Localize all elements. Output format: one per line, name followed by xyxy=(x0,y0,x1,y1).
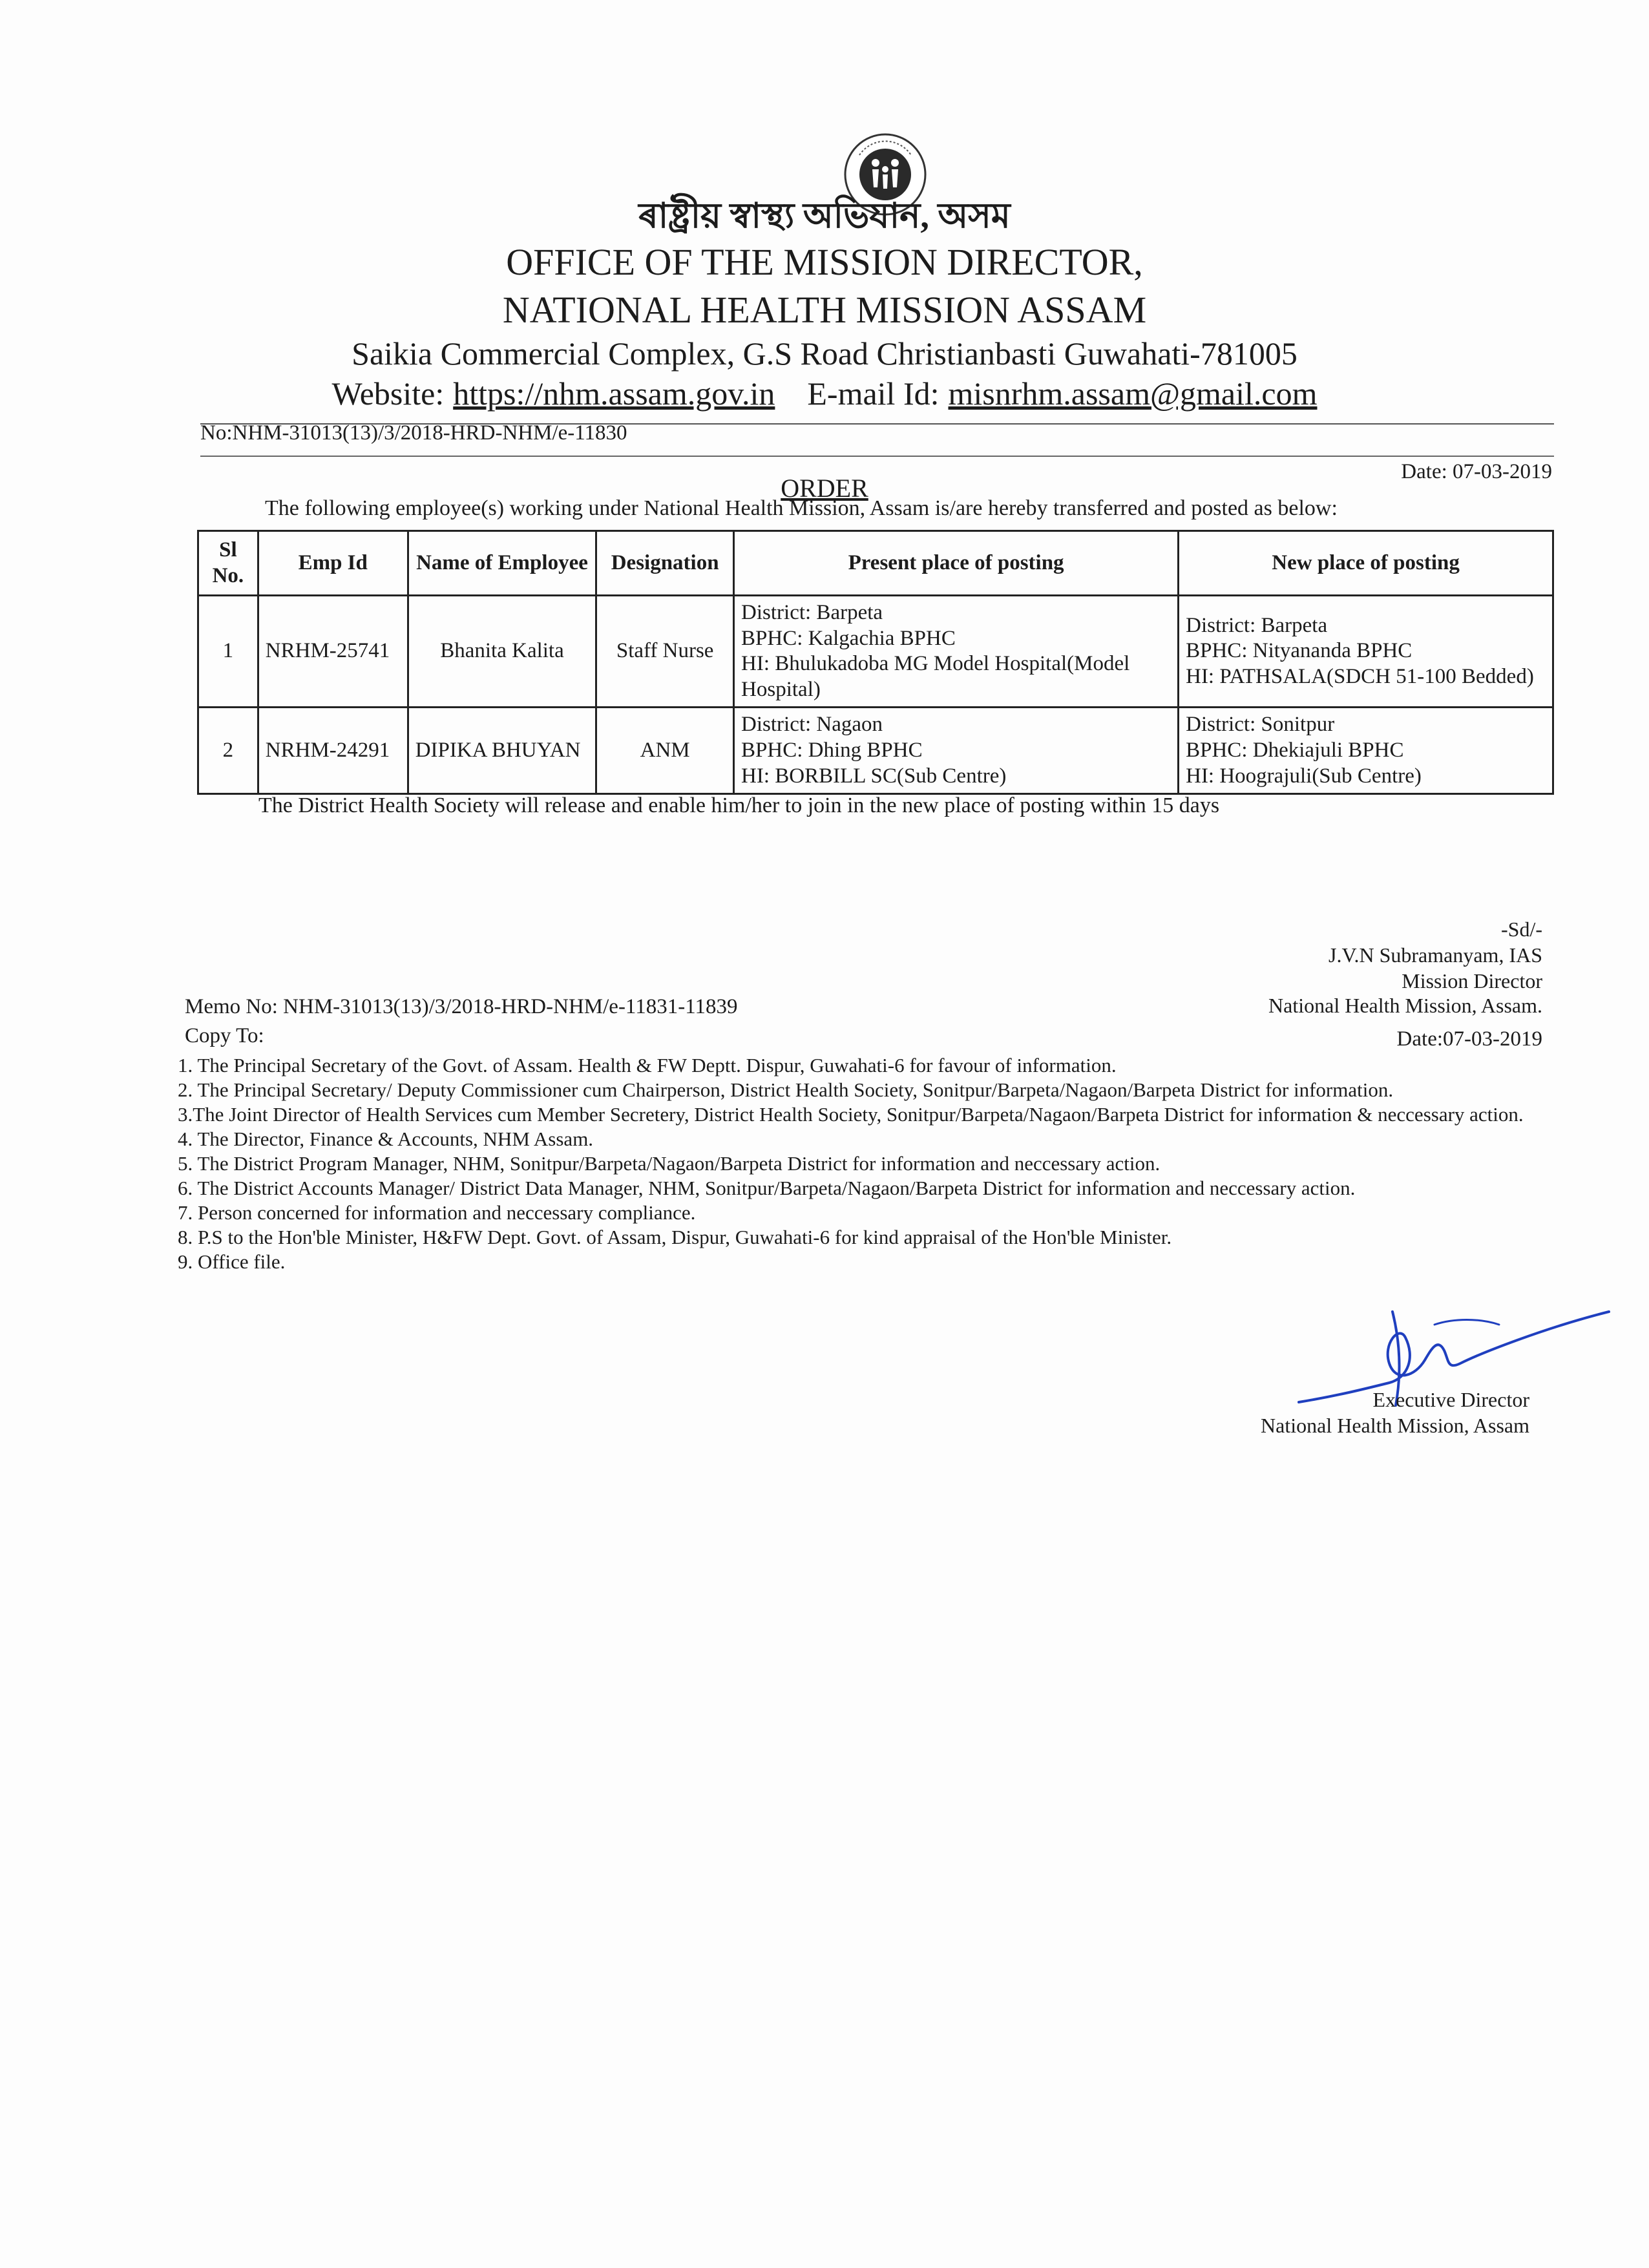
present-district: District: Barpeta xyxy=(741,601,883,624)
new-posting-cell xyxy=(1179,708,1553,794)
employee-name-cell: Bhanita Kalita xyxy=(408,596,596,708)
organization-heading: NATIONAL HEALTH MISSION ASSAM xyxy=(502,289,1147,331)
list-item: 4. The Director, Finance & Accounts, NHM Assam. xyxy=(178,1128,594,1150)
list-item: 5. The District Program Manager, NHM, Sonitpur/Barpeta/Nagaon/Barpeta District for information and neccessary action. xyxy=(178,1152,1161,1175)
list-item: 9. Office file. xyxy=(178,1250,286,1273)
copy-to-label: Copy To: xyxy=(185,1024,264,1047)
signatory-organization: National Health Mission, Assam. xyxy=(1268,994,1542,1017)
column-header: Emp Id xyxy=(258,531,408,596)
column-header: Present place of posting xyxy=(734,531,1179,596)
new-bphc: BPHC: Dhekiajuli BPHC xyxy=(1186,738,1404,762)
present-hi: HI: BORBILL SC(Sub Centre) xyxy=(741,764,1007,788)
transfer-table xyxy=(197,530,1554,795)
column-header: Designation xyxy=(596,531,734,596)
list-item: 8. P.S to the Hon'ble Minister, H&FW Dept. Govt. of Assam, Dispur, Guwahati-6 for kind appraisal of the Hon'ble Minister. xyxy=(178,1226,1172,1248)
email-label: E-mail Id: xyxy=(807,375,940,412)
executive-organization: National Health Mission, Assam xyxy=(1261,1414,1529,1437)
present-bphc: BPHC: Kalgachia BPHC xyxy=(741,626,956,650)
copy-list xyxy=(178,1053,1567,1274)
employee-name-cell: DIPIKA BHUYAN xyxy=(408,708,596,794)
bengali-title: ৰাষ্ট্ৰীয় স্বাস্থ্য অভিযান, অসম xyxy=(638,196,1011,235)
column-header: New place of posting xyxy=(1179,531,1553,596)
order-title: ORDER xyxy=(781,474,868,503)
email-link[interactable]: misnrhm.assam@gmail.com xyxy=(948,375,1318,412)
office-heading: OFFICE OF THE MISSION DIRECTOR, xyxy=(506,241,1143,283)
order-reference: No:NHM-31013(13)/3/2018-HRD-NHM/e-11830 xyxy=(200,421,627,445)
sl-no-cell: 2 xyxy=(198,708,258,794)
sl-no-cell: 1 xyxy=(198,596,258,708)
column-header: Sl No. xyxy=(198,531,258,596)
office-address: Saikia Commercial Complex, G.S Road Christianbasti Guwahati-781005 xyxy=(352,335,1297,372)
list-item: 1. The Principal Secretary of the Govt. of Assam. Health & FW Deptt. Dispur, Guwahati-6 for favour of information. xyxy=(178,1054,1117,1076)
table-row xyxy=(198,596,1553,708)
table-header-row xyxy=(198,531,1553,596)
present-posting-cell xyxy=(734,708,1179,794)
designation-cell: Staff Nurse xyxy=(596,596,734,708)
new-hi: HI: PATHSALA(SDCH 51-100 Bedded) xyxy=(1186,664,1534,688)
list-item: 7. Person concerned for information and neccessary compliance. xyxy=(178,1201,696,1224)
order-intro: The following employee(s) working under National Health Mission, Assam is/are hereby transferred and posted as below: xyxy=(265,496,1338,520)
website-label: Website: xyxy=(331,375,445,412)
new-district: District: Sonitpur xyxy=(1186,713,1335,737)
list-item: 6. The District Accounts Manager/ District Data Manager, NHM, Sonitpur/Barpeta/Nagaon/Barpeta District for information and neccessary action. xyxy=(178,1177,1356,1199)
memo-number: Memo No: NHM-31013(13)/3/2018-HRD-NHM/e-11831-11839 xyxy=(185,995,738,1018)
release-note: The District Health Society will release and enable him/her to join in the new place of posting within 15 days xyxy=(258,793,1220,817)
new-bphc: BPHC: Nityananda BPHC xyxy=(1186,639,1413,663)
reference-divider xyxy=(200,456,1554,457)
new-hi: HI: Hoograjuli(Sub Centre) xyxy=(1186,764,1422,788)
sd-mark: -Sd/- xyxy=(1501,918,1542,941)
new-posting-cell xyxy=(1179,596,1553,708)
present-bphc: BPHC: Dhing BPHC xyxy=(741,738,923,762)
list-item: 3.The Joint Director of Health Services cum Member Secretery, District Health Society, Sonitpur/Barpeta/Nagaon/Barpeta District for information & neccessary action. xyxy=(178,1103,1524,1126)
contact-line xyxy=(0,375,1649,412)
signatory-name: J.V.N Subramanyam, IAS xyxy=(1329,943,1542,967)
emp-id-cell: NRHM-24291 xyxy=(258,708,408,794)
list-item: 2. The Principal Secretary/ Deputy Commissioner cum Chairperson, District Health Society, Sonitpur/Barpeta/Nagaon/Barpeta District for information. xyxy=(178,1078,1394,1101)
designation-cell: ANM xyxy=(596,708,734,794)
memo-date: Date:07-03-2019 xyxy=(1396,1027,1542,1051)
present-hi: HI: Bhulukadoba MG Model Hospital(Model Hospital) xyxy=(741,652,1130,701)
order-date: Date: 07-03-2019 xyxy=(1401,460,1552,483)
column-header: Name of Employee xyxy=(408,531,596,596)
present-posting-cell xyxy=(734,596,1179,708)
emp-id-cell: NRHM-25741 xyxy=(258,596,408,708)
new-district: District: Barpeta xyxy=(1186,613,1328,637)
website-link[interactable]: https://nhm.assam.gov.in xyxy=(453,375,775,412)
executive-title: Executive Director xyxy=(1372,1388,1529,1411)
table-row xyxy=(198,708,1553,794)
signatory-role: Mission Director xyxy=(1402,969,1542,992)
present-district: District: Nagaon xyxy=(741,713,883,737)
